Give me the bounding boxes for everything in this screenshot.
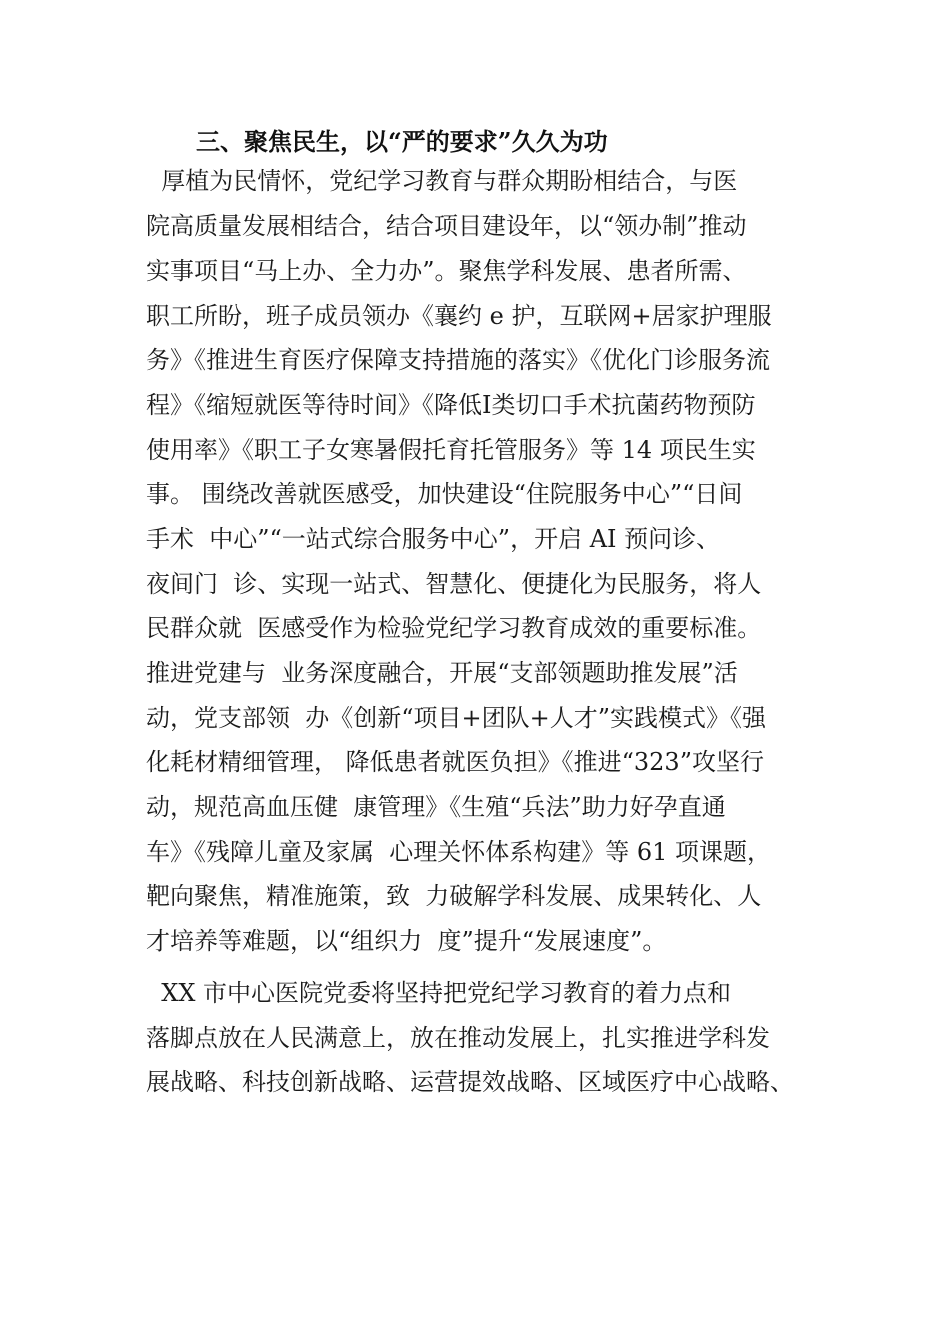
paragraph-line: 程》《缩短就医等待时间》《降低Ⅰ类切口手术抗菌药物预防 [146, 391, 756, 419]
paragraph-line: 民群众就 医感受作为检验党纪学习教育成效的重要标准。 [146, 614, 762, 642]
paragraph-line: 靶向聚焦，精准施策，致 力破解学科发展、成果转化、人 [146, 882, 762, 910]
paragraph-line: 手术 中心”“一站式综合服务中心”，开启 AI 预问诊、 [146, 525, 721, 553]
section-heading: 三、聚焦民生，以“严的要求”久久为功 [196, 127, 608, 156]
paragraph-line: 院高质量发展相结合，结合项目建设年，以“领办制”推动 [146, 212, 747, 240]
paragraph-line: 厚植为民情怀，党纪学习教育与群众期盼相结合，与医 [146, 167, 738, 195]
paragraph-line: 推进党建与 业务深度融合，开展“支部领题助推发展”活 [146, 659, 738, 687]
paragraph-line: 展战略、科技创新战略、运营提效战略、区域医疗中心战略、 [146, 1068, 794, 1096]
paragraph-line: 动，规范高血压健 康管理》《生殖“兵法”助力好孕直通 [146, 793, 726, 821]
paragraph-line: 职工所盼，班子成员领办《襄约 e 护，互联网+居家护理服 [146, 302, 772, 330]
paragraph-line: 务》《推进生育医疗保障支持措施的落实》《优化门诊服务流 [146, 346, 770, 374]
paragraph-line: 事。 围绕改善就医感受，加快建设“住院服务中心”“日间 [146, 480, 743, 508]
paragraph-line: 夜间门 诊、实现一站式、智慧化、便捷化为民服务，将人 [146, 570, 762, 598]
paragraph-line: 使用率》《职工子女寒暑假托育托管服务》等 14 项民生实 [146, 436, 756, 464]
paragraph-line: 才培养等难题，以“组织力 度”提升“发展速度”。 [146, 927, 667, 955]
paragraph-line: 车》《残障儿童及家属 心理关怀体系构建》等 61 项课题， [146, 838, 772, 866]
paragraph-line: 落脚点放在人民满意上，放在推动发展上，扎实推进学科发 [146, 1024, 770, 1052]
paragraph-line: 化耗材精细管理， 降低患者就医负担》《推进“323”攻坚行 [146, 748, 764, 776]
paragraph-line: 动，党支部领 办《创新“项目+团队+人才”实践模式》《强 [146, 704, 767, 732]
paragraph-line: XX 市中心医院党委将坚持把党纪学习教育的着力点和 [146, 979, 732, 1007]
paragraph-line: 实事项目“马上办、全力办”。聚焦学科发展、患者所需、 [146, 257, 747, 285]
